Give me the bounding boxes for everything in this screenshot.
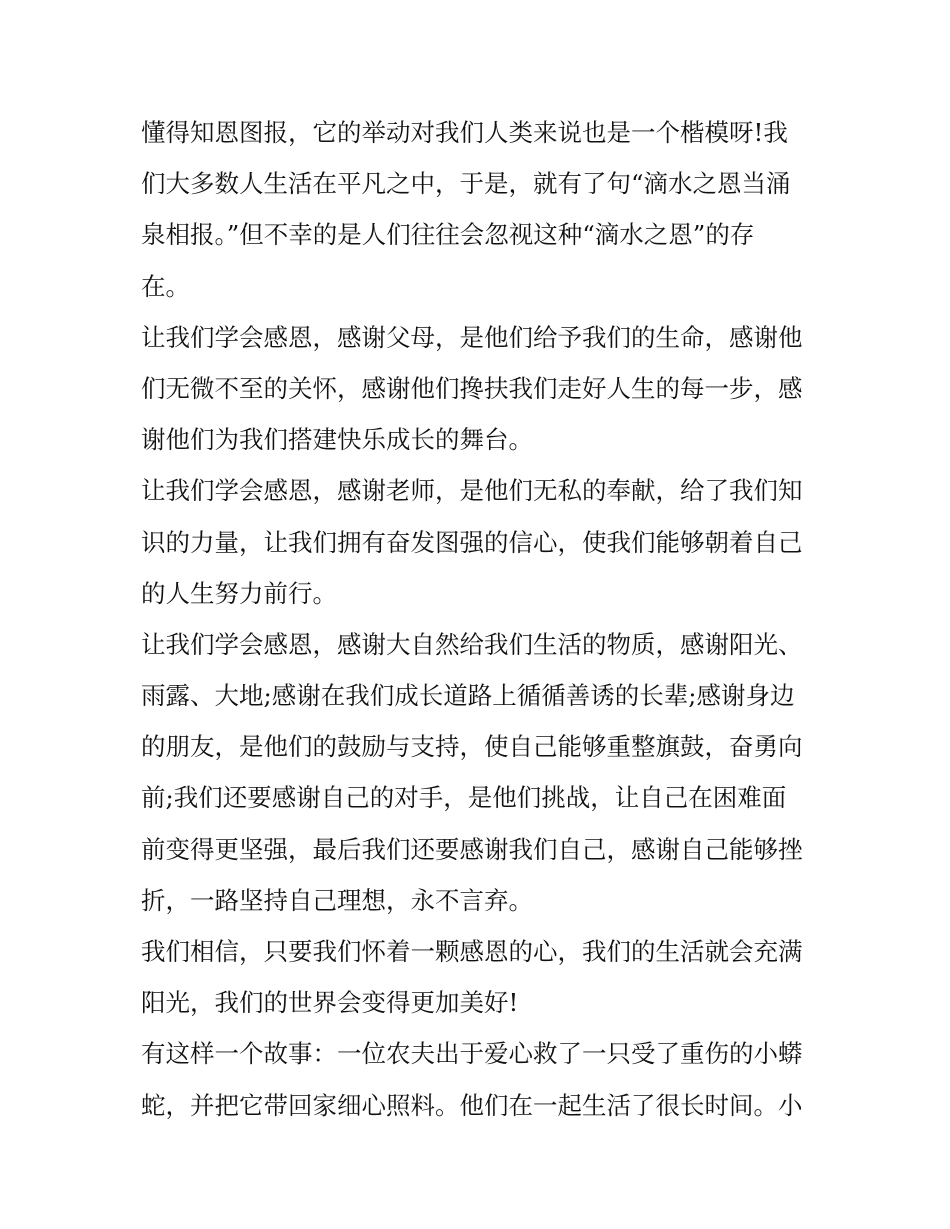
text-line-15: 前变得更坚强，最后我们还要感谢我们自己，感谢自己能够挫 (141, 834, 803, 864)
text-line-9: 识的力量，让我们拥有奋发图强的信心，使我们能够朝着自己 (141, 527, 803, 557)
text-line-13: 的朋友，是他们的鼓励与支持，使自己能够重整旗鼓，奋勇向 (141, 732, 803, 762)
text-line-7: 谢他们为我们搭建快乐成长的舞台。 (141, 425, 533, 455)
text-line-10: 的人生努力前行。 (141, 578, 337, 608)
text-line-16: 折，一路坚持自己理想，永不言弃。 (141, 885, 533, 915)
text-line-4: 在。 (141, 271, 190, 301)
body-text (141, 107, 821, 1131)
text-line-12: 雨露、大地;感谢在我们成长道路上循循善诱的长辈;感谢身边 (141, 681, 795, 711)
text-line-3: 泉相报。”但不幸的是人们往往会忽视这种“滴水之恩”的存 (141, 220, 755, 250)
text-line-8: 让我们学会感恩，感谢老师，是他们无私的奉献，给了我们知 (141, 476, 803, 506)
text-line-11: 让我们学会感恩，感谢大自然给我们生活的物质，感谢阳光、 (141, 629, 803, 659)
text-line-18: 阳光，我们的世界会变得更加美好! (141, 988, 519, 1018)
text-line-5: 让我们学会感恩，感谢父母，是他们给予我们的生命，感谢他 (141, 322, 803, 352)
text-line-19: 有这样一个故事：一位农夫出于爱心救了一只受了重伤的小蟒 (141, 1039, 803, 1069)
text-line-1: 懂得知恩图报，它的举动对我们人类来说也是一个楷模呀!我 (141, 118, 788, 147)
text-line-2: 们大多数人生活在平凡之中，于是，就有了句“滴水之恩当涌 (141, 169, 791, 199)
text-line-6: 们无微不至的关怀，感谢他们搀扶我们走好人生的每一步，感 (141, 373, 803, 403)
text-line-20: 蛇，并把它带回家细心照料。他们在一起生活了很长时间。小 (141, 1090, 803, 1120)
text-line-17: 我们相信，只要我们怀着一颗感恩的心，我们的生活就会充满 (141, 937, 803, 966)
text-line-14: 前;我们还要感谢自己的对手，是他们挑战，让自己在困难面 (141, 783, 787, 813)
